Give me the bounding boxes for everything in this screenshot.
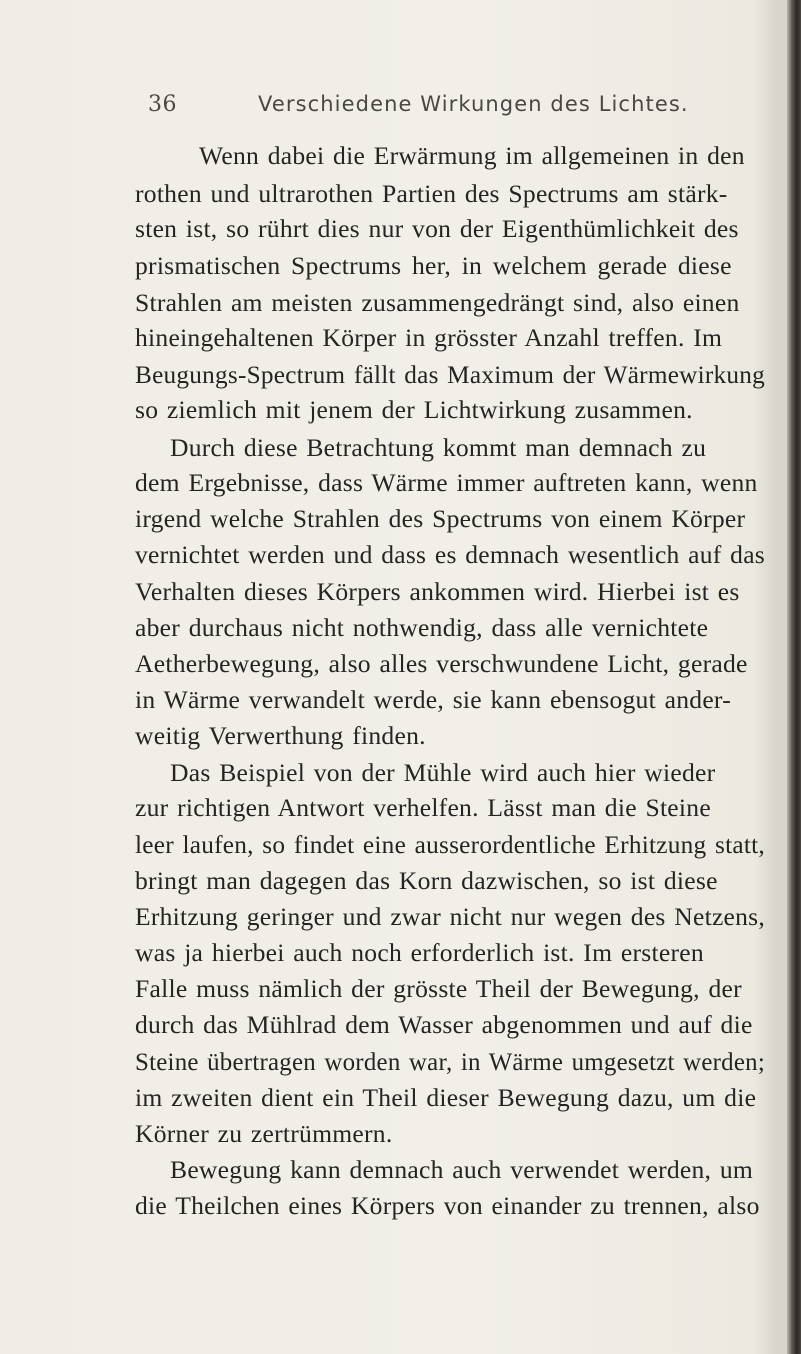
- text-line: leer laufen, so findet eine ausserordentliche Erhitzung statt,: [135, 830, 766, 859]
- page-header: [0, 92, 801, 132]
- text-line: Erhitzung geringer und zwar nicht nur wegen des Netzens,: [135, 902, 766, 931]
- text-line: Aetherbewegung, also alles verschwundene Licht, gerade: [135, 649, 748, 678]
- text-line: Das Beispiel von der Mühle wird auch hier wieder: [170, 758, 716, 787]
- text-line: sten ist, so rührt dies nur von der Eigenthümlichkeit des: [135, 214, 739, 243]
- text-line: Beugungs-Spectrum fällt das Maximum der Wärmewirkung: [135, 360, 766, 389]
- text-line: prismatischen Spectrums her, in welchem gerade diese: [135, 251, 732, 280]
- text-line: bringt man dagegen das Korn dazwischen, so ist diese: [135, 866, 718, 895]
- text-line: Wenn dabei die Erwärmung im allgemeinen in den: [199, 141, 745, 170]
- text-line: dem Ergebnisse, dass Wärme immer auftreten kann, wenn: [135, 468, 758, 497]
- page-number: 36: [148, 92, 177, 117]
- text-line: durch das Mühlrad dem Wasser abgenommen und auf die: [135, 1010, 753, 1039]
- text-line: die Theilchen eines Körpers von einander zu trennen, also: [135, 1191, 760, 1220]
- text-line: in Wärme verwandelt werde, sie kann ebensogut ander-: [135, 685, 731, 714]
- text-line: zur richtigen Antwort verhelfen. Lässt man die Steine: [135, 793, 711, 822]
- text-line: Strahlen am meisten zusammengedrängt sind, also einen: [135, 288, 740, 317]
- running-head: Verschiedene Wirkungen des Lichtes.: [258, 92, 689, 116]
- text-line: Steine übertragen worden war, in Wärme umgesetzt werden;: [135, 1047, 766, 1076]
- text-line: vernichtet werden und dass es demnach wesentlich auf das: [135, 540, 765, 569]
- text-line: was ja hierbei auch noch erforderlich ist. Im ersteren: [135, 938, 704, 967]
- text-line: im zweiten dient ein Theil dieser Bewegung dazu, um die: [135, 1083, 757, 1112]
- text-line: so ziemlich mit jenem der Lichtwirkung zusammen.: [135, 395, 693, 424]
- text-line: aber durchaus nicht nothwendig, dass alle vernichtete: [135, 613, 709, 642]
- text-line: rothen und ultrarothen Partien des Spectrums am stärk-: [135, 179, 728, 208]
- text-line: Falle muss nämlich der grösste Theil der Bewegung, der: [135, 974, 742, 1003]
- text-line: Verhalten dieses Körpers ankommen wird. Hierbei ist es: [135, 577, 740, 606]
- text-line: hineingehaltenen Körper in grösster Anzahl treffen. Im: [135, 323, 723, 352]
- text-line: Körner zu zertrümmern.: [135, 1119, 393, 1148]
- text-line: Durch diese Betrachtung kommt man demnach zu: [170, 433, 707, 462]
- text-line: weitig Verwerthung finden.: [135, 721, 426, 750]
- text-line: Bewegung kann demnach auch verwendet werden, um: [170, 1155, 754, 1184]
- text-line: irgend welche Strahlen des Spectrums von einem Körper: [135, 504, 746, 533]
- binding-edge: [787, 0, 801, 1354]
